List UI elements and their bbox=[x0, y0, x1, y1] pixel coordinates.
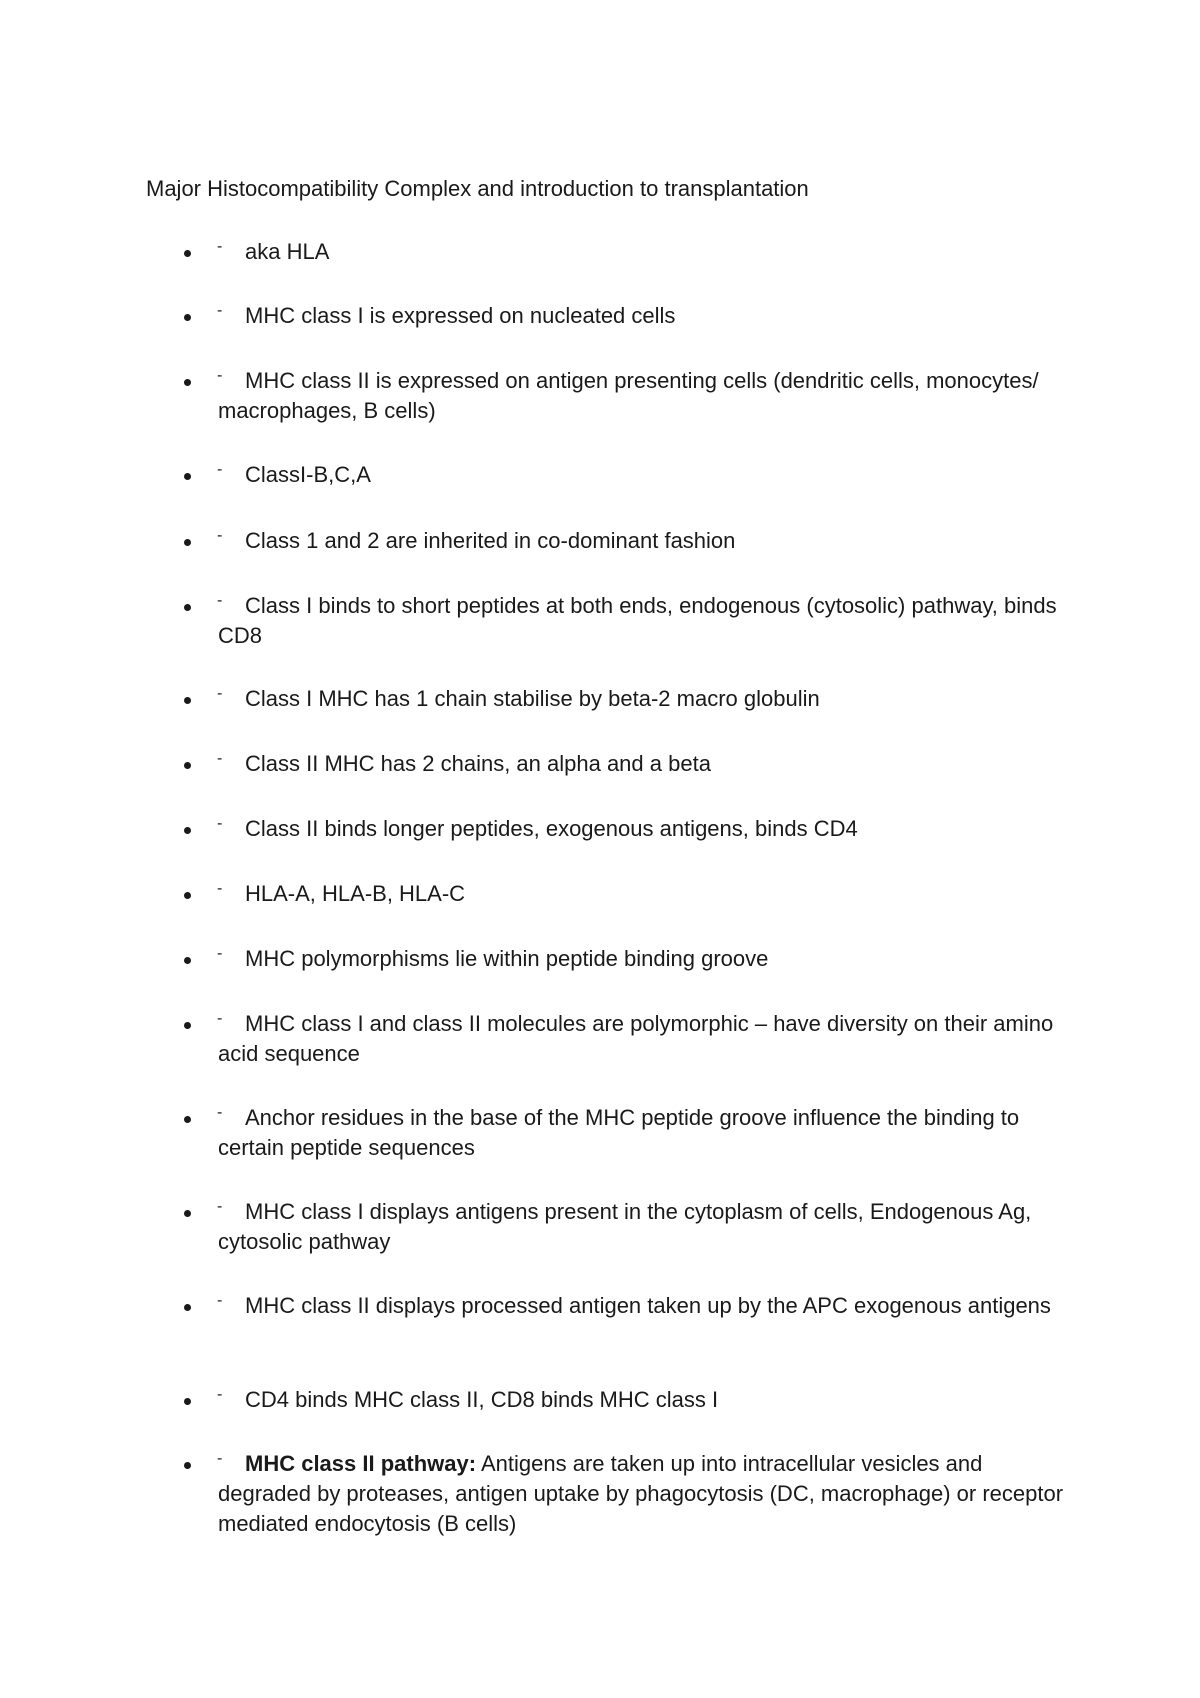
dash-marker: - bbox=[217, 880, 223, 897]
dash-marker: - bbox=[217, 1198, 223, 1215]
bullet-icon bbox=[184, 827, 191, 834]
dash-marker: - bbox=[217, 945, 223, 962]
bullet-icon bbox=[184, 539, 191, 546]
dash-marker: - bbox=[217, 1104, 223, 1121]
bullet-icon bbox=[184, 250, 191, 257]
bullet-icon bbox=[184, 957, 191, 964]
bullet-icon bbox=[184, 1210, 191, 1217]
dash-marker: - bbox=[217, 750, 223, 767]
list-item-text: HLA-A, HLA-B, HLA-C bbox=[245, 881, 466, 906]
dash-marker: - bbox=[217, 527, 223, 544]
list-item-text: MHC polymorphisms lie within peptide binding groove bbox=[245, 946, 769, 971]
bullet-icon bbox=[184, 379, 191, 386]
bullet-icon bbox=[184, 1116, 191, 1123]
dash-marker: - bbox=[217, 1450, 223, 1467]
list-item-text bbox=[218, 1449, 1068, 1539]
dash-marker: - bbox=[217, 1292, 223, 1309]
bullet-icon bbox=[184, 314, 191, 321]
list-item-text: ClassI-B,C,A bbox=[245, 462, 371, 487]
dash-marker: - bbox=[217, 367, 223, 384]
list-item-text: Class II MHC has 2 chains, an alpha and a beta bbox=[245, 751, 711, 776]
list-item-text: Class II binds longer peptides, exogenous antigens, binds CD4 bbox=[245, 816, 858, 841]
dash-marker: - bbox=[217, 238, 223, 255]
bullet-icon bbox=[184, 473, 191, 480]
dash-marker: - bbox=[217, 1386, 223, 1403]
list-item-text: Class I MHC has 1 chain stabilise by beta-2 macro globulin bbox=[245, 686, 820, 711]
list-item-text: MHC class I and class II molecules are polymorphic – have diversity on their amino acid sequence bbox=[218, 1011, 1054, 1066]
bullet-icon bbox=[184, 892, 191, 899]
list-item-rest-text: Antigens are taken up into intracellular vesicles and degraded by proteases, antigen uptake by phagocytosis (DC, macrophage) or receptor mediated endocytosis (B cells) bbox=[218, 1451, 1064, 1536]
dash-marker: - bbox=[217, 685, 223, 702]
bullet-icon bbox=[184, 762, 191, 769]
list-item-text: Anchor residues in the base of the MHC peptide groove influence the binding to certain peptide sequences bbox=[218, 1105, 1020, 1160]
list-item-bold-lead: MHC class II pathway: bbox=[245, 1451, 477, 1476]
list-item-text: MHC class II is expressed on antigen presenting cells (dendritic cells, monocytes/ macrophages, B cells) bbox=[218, 368, 1039, 423]
list-item-text: Class I binds to short peptides at both ends, endogenous (cytosolic) pathway, binds CD8 bbox=[218, 593, 1057, 648]
document-title: Major Histocompatibility Complex and introduction to transplantation bbox=[146, 176, 809, 201]
list-item-text: CD4 binds MHC class II, CD8 binds MHC class I bbox=[245, 1387, 719, 1412]
list-item-text: MHC class II displays processed antigen taken up by the APC exogenous antigens bbox=[245, 1293, 1051, 1318]
dash-marker: - bbox=[217, 302, 223, 319]
dash-marker: - bbox=[217, 1010, 223, 1027]
bullet-icon bbox=[184, 1462, 191, 1469]
list-item-text: MHC class I is expressed on nucleated cells bbox=[245, 303, 676, 328]
list-item-text: Class 1 and 2 are inherited in co-dominant fashion bbox=[245, 528, 736, 553]
bullet-icon bbox=[184, 1398, 191, 1405]
bullet-icon bbox=[184, 1304, 191, 1311]
bullet-icon bbox=[184, 1022, 191, 1029]
dash-marker: - bbox=[217, 815, 223, 832]
list-item-text: aka HLA bbox=[245, 239, 330, 264]
dash-marker: - bbox=[217, 592, 223, 609]
bullet-icon bbox=[184, 604, 191, 611]
bullet-icon bbox=[184, 697, 191, 704]
dash-marker: - bbox=[217, 461, 223, 478]
list-item-text: MHC class I displays antigens present in the cytoplasm of cells, Endogenous Ag, cytosolic pathway bbox=[218, 1199, 1032, 1254]
